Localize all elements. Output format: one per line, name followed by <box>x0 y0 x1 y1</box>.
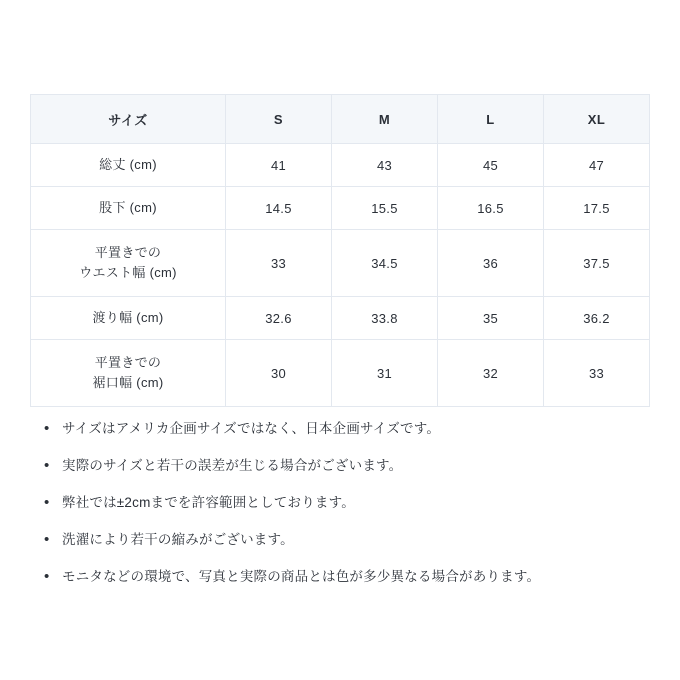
cell-inseam-l: 16.5 <box>438 187 544 230</box>
cell-waist-width-s: 33 <box>226 230 332 297</box>
bullet-icon: • <box>44 456 50 474</box>
row-label-line: 渡り幅 (cm) <box>92 309 164 325</box>
list-item <box>44 531 644 550</box>
row-label-line: 平置きでの <box>94 244 162 260</box>
table-row <box>31 144 650 187</box>
table-row <box>31 230 650 297</box>
row-label-line: ウエスト幅 (cm) <box>79 265 177 280</box>
cell-inseam-xl: 17.5 <box>544 187 650 230</box>
note-text: 洗濯により若干の縮みがございます。 <box>62 531 294 547</box>
size-table-header <box>31 95 650 144</box>
cell-hem-width-m: 31 <box>332 340 438 407</box>
row-label-line: 総丈 (cm) <box>99 156 157 172</box>
cell-waist-width-m: 34.5 <box>332 230 438 297</box>
header-size-m: M <box>332 95 438 144</box>
header-size-s: S <box>226 95 332 144</box>
row-label-line: 平置きでの <box>94 354 162 370</box>
list-item <box>44 494 644 513</box>
cell-total-length-s: 41 <box>226 144 332 187</box>
size-table-body <box>31 144 650 407</box>
row-label-line: 裾口幅 (cm) <box>92 375 164 390</box>
notes-list <box>44 420 644 604</box>
list-item <box>44 420 644 439</box>
cell-waist-width-xl: 37.5 <box>544 230 650 297</box>
note-text: サイズはアメリカ企画サイズではなく、日本企画サイズです。 <box>62 421 441 436</box>
cell-inseam-s: 14.5 <box>226 187 332 230</box>
row-label-total-length <box>31 144 226 187</box>
size-table <box>30 94 650 407</box>
size-table-container <box>30 94 650 407</box>
cell-thigh-width-s: 32.6 <box>226 297 332 340</box>
cell-total-length-xl: 47 <box>544 144 650 187</box>
row-label-thigh-width <box>31 297 226 340</box>
cell-waist-width-l: 36 <box>438 230 544 297</box>
bullet-icon: • <box>44 493 50 511</box>
bullet-icon: • <box>44 530 50 548</box>
row-label-inseam <box>31 187 226 230</box>
bullet-icon: • <box>44 420 50 437</box>
cell-thigh-width-l: 35 <box>438 297 544 340</box>
header-size-xl: XL <box>544 95 650 144</box>
cell-thigh-width-xl: 36.2 <box>544 297 650 340</box>
row-label-line: 股下 (cm) <box>99 199 157 215</box>
list-item <box>44 568 644 587</box>
row-label-waist-width <box>31 230 226 297</box>
cell-hem-width-s: 30 <box>226 340 332 407</box>
cell-total-length-m: 43 <box>332 144 438 187</box>
note-text: 実際のサイズと若干の誤差が生じる場合がございます。 <box>62 457 403 473</box>
cell-inseam-m: 15.5 <box>332 187 438 230</box>
table-row <box>31 340 650 407</box>
table-header-row <box>31 95 650 144</box>
cell-hem-width-xl: 33 <box>544 340 650 407</box>
cell-hem-width-l: 32 <box>438 340 544 407</box>
cell-total-length-l: 45 <box>438 144 544 187</box>
note-text: モニタなどの環境で、写真と実際の商品とは色が多少異なる場合があります。 <box>62 568 541 584</box>
header-size-l: L <box>438 95 544 144</box>
list-item <box>44 457 644 476</box>
table-row <box>31 187 650 230</box>
cell-thigh-width-m: 33.8 <box>332 297 438 340</box>
table-row <box>31 297 650 340</box>
header-size-label: サイズ <box>31 95 226 144</box>
note-text: 弊社では±2cmまでを許容範囲としております。 <box>62 494 355 510</box>
bullet-icon: • <box>44 567 50 585</box>
row-label-hem-width <box>31 340 226 407</box>
